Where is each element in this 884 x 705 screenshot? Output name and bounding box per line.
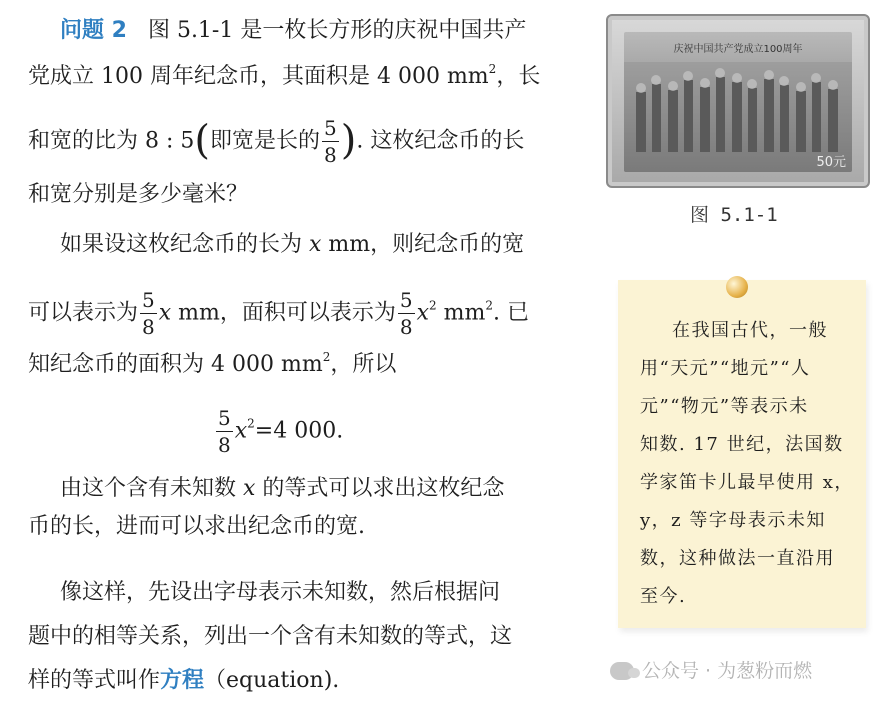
solution-line-3 [28,350,396,380]
superscript: 2 [247,416,255,431]
solution-text-2d: . 已 [493,300,530,326]
solution-text-2a: 可以表示为 [28,300,139,326]
fraction [322,118,339,165]
para2-line-1 [60,474,504,504]
note-line: 元”“物元”等表示未 [640,396,809,417]
paren-close: ) [340,117,357,164]
solution-text-3b: ，所以 [330,352,397,377]
variable-x: x [158,300,172,326]
solution-line-1 [60,230,524,260]
problem-line-1 [60,16,526,46]
solution-text-3a: 知纪念币的面积为 4 000 mm [28,352,323,377]
fraction [398,290,415,337]
superscript: 2 [485,298,494,313]
variable-x: x [309,232,322,257]
para2-line-2 [28,512,365,542]
equation-rhs: =4 000. [254,418,344,444]
superscript: 2 [488,62,497,76]
variable-x: x [416,300,430,326]
para3-line-2 [28,622,512,652]
problem-text-3a: 和宽的比为 8 : 5 [28,128,195,154]
note-line: y，z 等字母表示未知 [640,510,826,531]
problem-line-2 [28,62,540,92]
solution-text-2b: mm，面积可以表示为 [171,300,396,326]
fraction-numerator: 5 [142,288,155,312]
note-line: 知数. 17 世纪，法国数 [640,434,844,455]
solution-line-2 [28,290,529,337]
para2-text-1b: 的等式可以求出这枚纪念 [255,476,505,501]
note-line: 至今. [640,586,687,607]
fraction-numerator: 5 [218,406,231,430]
problem-label: 问题 2 [60,18,127,43]
solution-text-2c: mm [436,300,486,326]
watermark-text: 公众号 · 为葱粉而燃 [642,660,813,682]
superscript: 2 [322,350,331,364]
fraction-numerator: 5 [399,288,413,312]
term-equation: 方程 [160,668,205,693]
note-line: 数，这种做法一直沿用 [640,548,835,569]
para2-text-2: 币的长，进而可以求出纪念币的宽. [28,514,365,539]
pushpin-icon [726,276,748,298]
paren-open: ( [194,117,210,164]
coin-relief [624,32,852,172]
para3-text-2: 题中的相等关系，列出一个含有未知数的等式，这 [28,624,513,649]
note-line: 用“天元”“地元”“人 [640,358,811,379]
problem-line-3 [28,118,524,165]
fraction-numerator: 5 [324,116,337,140]
wechat-icon [610,662,634,680]
fraction-denominator: 8 [399,315,413,339]
fraction [216,408,233,455]
problem-text-3c: . 这枚纪念币的长 [356,128,525,154]
figure-caption: 图 5.1-1 [690,204,778,226]
fraction [140,290,157,337]
fraction-denominator: 8 [142,315,155,339]
solution-text-1a: 如果设这枚纪念币的长为 [60,232,309,257]
coin-denomination: 50元 [816,155,846,170]
para3-text-3a: 样的等式叫作 [28,668,161,693]
commemorative-coin-image [606,14,870,188]
para3-text-1: 像这样，先设出字母表示未知数，然后根据问 [60,580,501,605]
para3-line-3 [28,666,339,696]
para3-text-3b: （equation). [204,668,340,693]
variable-x: x [234,418,248,444]
wechat-watermark [610,656,812,683]
problem-line-4 [28,180,248,210]
para3-line-1 [60,578,500,608]
para2-text-1a: 由这个含有未知数 [60,476,243,501]
problem-text-3b: 即宽是长的 [210,128,321,154]
problem-text-2a: 党成立 100 周年纪念币，其面积是 4 000 mm [28,64,489,89]
note-line: 在我国古代，一般 [672,320,828,341]
problem-text-1: 图 5.1-1 是一枚长方形的庆祝中国共产 [147,18,527,43]
superscript: 2 [429,298,437,313]
problem-text-4: 和宽分别是多少毫米？ [28,182,249,207]
problem-text-2b: ，长 [496,64,541,89]
fraction-denominator: 8 [324,143,337,167]
coin-inscription: 庆祝中国共产党成立100周年 [673,44,803,55]
variable-x: x [243,476,256,501]
fraction-denominator: 8 [218,433,231,457]
solution-text-1b: mm，则纪念币的宽 [321,232,525,257]
note-line: 学家笛卡儿最早使用 x， [640,472,854,493]
equation [214,408,343,455]
